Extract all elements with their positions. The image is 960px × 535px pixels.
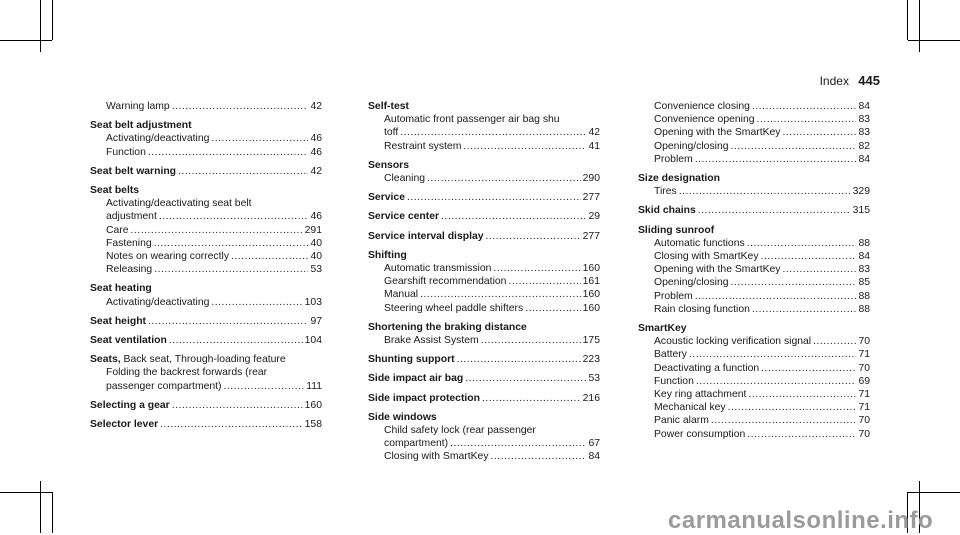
index-heading: Sliding sunroof: [638, 224, 715, 236]
index-subline: Activating/deactivating seat belt: [106, 198, 252, 210]
index-entry: Automatic functions ..... 88: [638, 237, 870, 250]
index-entry: Service ..... 277: [368, 191, 600, 204]
index-entry: Selecting a gear ..... 160: [90, 399, 322, 412]
watermark: carmanualsonline.info: [668, 507, 934, 534]
index-subline: Child safety lock (rear passenger: [384, 425, 536, 437]
index-entry: Closing with SmartKey ..... 84: [368, 450, 600, 463]
index-heading: Sensors: [368, 159, 410, 171]
index-entry: Skid chains ..... 315: [638, 204, 870, 217]
index-entry: Acoustic locking verification signal ..... 70: [638, 335, 870, 348]
index-subline: Folding the backrest forwards (rear: [106, 367, 268, 379]
index-entry: Opening with the SmartKey ..... 83: [638, 263, 870, 276]
crop-mark: [908, 40, 960, 41]
index-entry: Releasing ..... 53: [90, 263, 322, 276]
crop-mark: [0, 40, 52, 41]
index-entry: Side impact protection ..... 216: [368, 392, 600, 405]
index-entry: Problem ..... 84: [638, 153, 870, 166]
index-heading: Seats, Back seat, Through-loading feature: [90, 354, 286, 366]
index-entry: Selector lever ..... 158: [90, 418, 322, 431]
index-entry: Steering wheel paddle shifters ..... 160: [368, 302, 600, 315]
index-entry: Brake Assist System ..... 175: [368, 334, 600, 347]
index-entry: toff ..... 42: [368, 126, 600, 139]
index-entry: Automatic transmission ..... 160: [368, 262, 600, 275]
index-entry: Deactivating a function ..... 70: [638, 362, 870, 375]
index-entry: Cleaning ..... 290: [368, 172, 600, 185]
index-entry: Service interval display ..... 277: [368, 230, 600, 243]
index-heading: Size designation: [638, 173, 720, 185]
index-column-3: [638, 100, 870, 441]
index-column-2: [368, 100, 600, 464]
index-entry: Convenience opening ..... 83: [638, 113, 870, 126]
crop-mark: [908, 492, 960, 493]
index-entry: Care ..... 291: [90, 224, 322, 237]
index-column-1: [90, 100, 322, 431]
index-entry: Opening with the SmartKey ..... 83: [638, 126, 870, 139]
index-entry: Panic alarm ..... 70: [638, 414, 870, 427]
crop-mark: [40, 481, 41, 533]
index-entry: passenger compartment) ..... 111: [90, 380, 322, 393]
page-header: [820, 73, 880, 88]
index-entry: Key ring attachment ..... 71: [638, 388, 870, 401]
index-entry: Problem ..... 88: [638, 290, 870, 303]
index-entry: Activating/deactivating ..... 103: [90, 296, 322, 309]
crop-mark: [907, 0, 908, 40]
index-heading: SmartKey: [638, 323, 687, 335]
crop-mark: [919, 0, 920, 52]
index-entry: Shunting support ..... 223: [368, 353, 600, 366]
index-entry: Service center ..... 29: [368, 210, 600, 223]
index-entry: Rain closing function ..... 88: [638, 303, 870, 316]
index-entry: Restraint system ..... 41: [368, 140, 600, 153]
index-entry: Fastening ..... 40: [90, 237, 322, 250]
index-entry: Mechanical key ..... 71: [638, 401, 870, 414]
index-entry: Seat height ..... 97: [90, 315, 322, 328]
index-entry: Tires ..... 329: [638, 185, 870, 198]
index-heading: Shifting: [368, 249, 407, 261]
crop-mark: [52, 0, 53, 40]
index-entry: Closing with SmartKey ..... 84: [638, 250, 870, 263]
index-entry: Gearshift recommendation ..... 161: [368, 275, 600, 288]
index-heading: Seat heating: [90, 283, 152, 295]
index-entry: Seat ventilation ..... 104: [90, 334, 322, 347]
index-entry: Side impact air bag ..... 53: [368, 372, 600, 385]
index-heading: Seat belts: [90, 185, 140, 197]
index-heading: Side windows: [368, 411, 437, 423]
crop-mark: [40, 0, 41, 52]
index-entry: Manual ..... 160: [368, 288, 600, 301]
crop-mark: [0, 492, 52, 493]
index-entry: Notes on wearing correctly ..... 40: [90, 250, 322, 263]
index-subline: Automatic front passenger air bag shu: [384, 114, 560, 126]
index-entry: Convenience closing ..... 84: [638, 100, 870, 113]
index-heading: Seat belt adjustment: [90, 120, 192, 132]
index-entry: Seat belt warning ..... 42: [90, 165, 322, 178]
page-number: 445: [858, 73, 880, 88]
index-heading: Self-test: [368, 101, 409, 112]
header-label: Index: [819, 74, 849, 88]
index-entry: Opening/closing ..... 85: [638, 276, 870, 289]
crop-mark: [52, 492, 53, 533]
index-entry: Power consumption ..... 70: [638, 428, 870, 441]
index-entry: compartment) ..... 67: [368, 437, 600, 450]
index-entry: Opening/closing ..... 82: [638, 140, 870, 153]
index-entry: Function ..... 69: [638, 375, 870, 388]
index-entry: Battery ..... 71: [638, 348, 870, 361]
index-entry: Function ..... 46: [90, 146, 322, 159]
index-entry: Warning lamp ..... 42: [90, 100, 322, 113]
index-entry: Activating/deactivating ..... 46: [90, 132, 322, 145]
index-heading: Shortening the braking distance: [368, 321, 527, 333]
index-entry: adjustment ..... 46: [90, 210, 322, 223]
